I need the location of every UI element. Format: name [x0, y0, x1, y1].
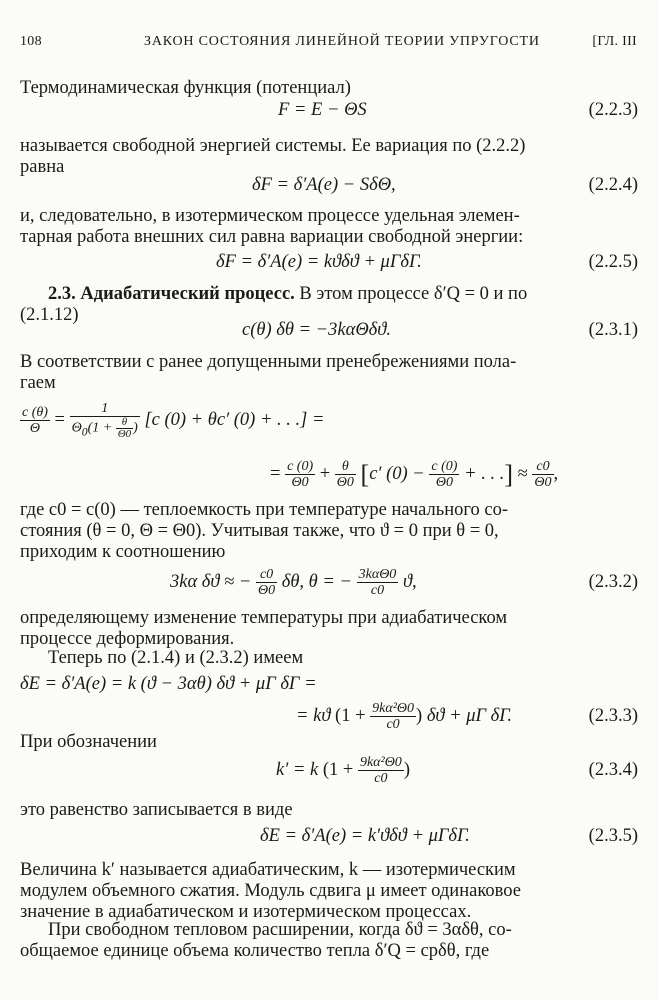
text-line: При свободном тепловом расширении, когда δϑ = 3αδθ, со-	[48, 920, 512, 940]
fraction: $\frac{\text{9kα²Θ0}}{c0}$	[372, 701, 415, 733]
equation-number: (2.3.2)	[588, 572, 638, 592]
equation-number: (2.3.4)	[588, 760, 638, 780]
equation-number: (2.3.3)	[588, 706, 638, 726]
fraction: $\frac{c (\theta)}{\Theta}$	[22, 405, 48, 437]
text-line: тарная работа внешних сил равна вариации свободной энергии:	[20, 227, 524, 247]
paragraph-approximation	[20, 352, 638, 394]
text-line: равна	[20, 157, 65, 177]
text-line: называется свободной энергией системы. Ее вариация по (2.2.2)	[20, 136, 526, 156]
fraction: $\frac{\text{9kα²Θ0}}{c0}$	[359, 755, 402, 787]
equation-formula: c(θ) δθ = −3kαΘδϑ.	[242, 320, 391, 340]
text-line: значение в адиабатическом и изотермическом процессах.	[20, 902, 472, 922]
fraction: 1 $\Theta_0(1$ + $\frac{\theta}{\Theta 0}$ )	[71, 401, 138, 441]
text-line: гаем	[20, 373, 56, 393]
paragraph-adiabatic-modulus	[20, 860, 638, 923]
running-title: ЗАКОН СОСТОЯНИЯ ЛИНЕЙНОЙ ТЕОРИИ УПРУГОСТИ	[144, 34, 540, 49]
equation-number: (2.2.4)	[588, 175, 638, 195]
page-number: 108	[20, 34, 42, 49]
text-line: Величина k′ называется адиабатическим, k — изотермическим	[20, 860, 516, 880]
fraction: $\frac{c (0)}{\Theta 0}$	[431, 459, 458, 491]
text-line: В соответствии с ранее допущенными пренебрежениями пола-	[20, 352, 517, 372]
equation-formula: δE = δ′A(e) = k (ϑ − 3αθ) δϑ + μΓ δΓ =	[20, 674, 317, 694]
paragraph-isothermal	[20, 206, 638, 248]
fraction: $\frac{c0}{\Theta 0}$	[258, 567, 276, 599]
equation-number: (2.3.5)	[588, 826, 638, 846]
paragraph-thermo-function: Термодинамическая функция (потенциал)	[20, 78, 351, 98]
fraction: $\frac{c (0)}{\Theta 0}$	[287, 459, 314, 491]
equation-formula: δF = δ′A(e) = kϑδϑ + μΓδΓ.	[216, 252, 422, 272]
equation-number: (2.2.3)	[588, 100, 638, 120]
equation-2-3-2: 3kα δϑ ≈ − $\frac{c0}{\Theta 0}$ δθ, θ = − $\frac{\text{3kαΘ0}}{c0}$ ϑ, (2.3.2)	[20, 562, 638, 602]
chapter-label: [ГЛ. III	[592, 34, 637, 49]
equation-2-2-3	[20, 96, 638, 124]
text-line: определяющему изменение температуры при адиабатическом	[20, 608, 508, 628]
text-line: стояния (θ = 0, Θ = Θ0). Учитывая также, что ϑ = 0 при θ = 0,	[20, 521, 499, 541]
equation-formula: δF = δ′A(e) − SδΘ,	[252, 175, 396, 195]
text-line: процессе деформирования.	[20, 629, 235, 649]
paragraph-written-as: это равенство записывается в виде	[20, 800, 293, 820]
text-line: (2.1.12)	[20, 305, 79, 325]
paragraph-now: Теперь по (2.1.4) и (2.3.2) имеем	[48, 648, 304, 668]
equation-expansion-line-2: = $\frac{c (0)}{\Theta 0}$ + $\frac{\theta}{\Theta 0}$ [c′ (0) − $\frac{c (0)}{\Theta 0}$ + . . .] ≈ $\frac{c0}{\Theta 0}$ ,	[270, 459, 559, 491]
equation-2-3-4: k′ = k (1 + $\frac{\text{9kα²Θ0}}{c0}$ ) (2.3.4)	[20, 748, 638, 792]
equation-2-3-5	[20, 822, 638, 850]
equation-formula: δE = δ′A(e) = k′ϑδϑ + μΓδΓ.	[260, 826, 470, 846]
equation-2-2-4	[20, 171, 638, 199]
equation-2-3-1	[20, 316, 638, 344]
equation-number: (2.2.5)	[588, 252, 638, 272]
paragraph-heat-capacity	[20, 500, 638, 563]
text-line: общаемое единице объема количество тепла δ′Q = cpδθ, где	[20, 941, 490, 961]
text-line: и, следовательно, в изотермическом процессе удельная элемен-	[20, 206, 520, 226]
section-text: В этом процессе δ′Q = 0 и по	[299, 284, 528, 304]
equation-number: (2.3.1)	[588, 320, 638, 340]
text-line: модулем объемного сжатия. Модуль сдвига μ имеет одинаковое	[20, 881, 521, 901]
equation-formula: F = E − ΘS	[278, 100, 367, 120]
fraction: $\frac{c0}{\Theta 0}$	[534, 459, 552, 491]
paragraph-free-expansion	[20, 920, 638, 962]
fraction: $\frac{\theta}{\Theta 0}$	[336, 459, 354, 491]
fraction: $\frac{\text{3kαΘ0}}{c0}$	[358, 567, 397, 599]
equation-expansion-line-1: $\frac{c (\theta)}{\Theta}$ = 1 $\Theta_0(1$ + $\frac{\theta}{\Theta 0}$ ) [c (0) + θc′ (0) + . . .] =	[22, 401, 325, 441]
text-line: где c0 = c(0) — теплоемкость при температуре начального со-	[20, 500, 508, 520]
equation-2-3-3-line-2: = kϑ (1 + $\frac{\text{9kα²Θ0}}{c0}$ ) δϑ + μΓ δΓ. (2.3.3)	[20, 694, 638, 738]
section-heading: 2.3. Адиабатический процесс.	[48, 284, 295, 304]
equation-2-2-5	[20, 248, 638, 276]
running-header	[20, 34, 637, 56]
paragraph-temperature-change	[20, 608, 638, 650]
text-line: приходим к соотношению	[20, 542, 226, 562]
paragraph-notation: При обозначении	[20, 732, 157, 752]
